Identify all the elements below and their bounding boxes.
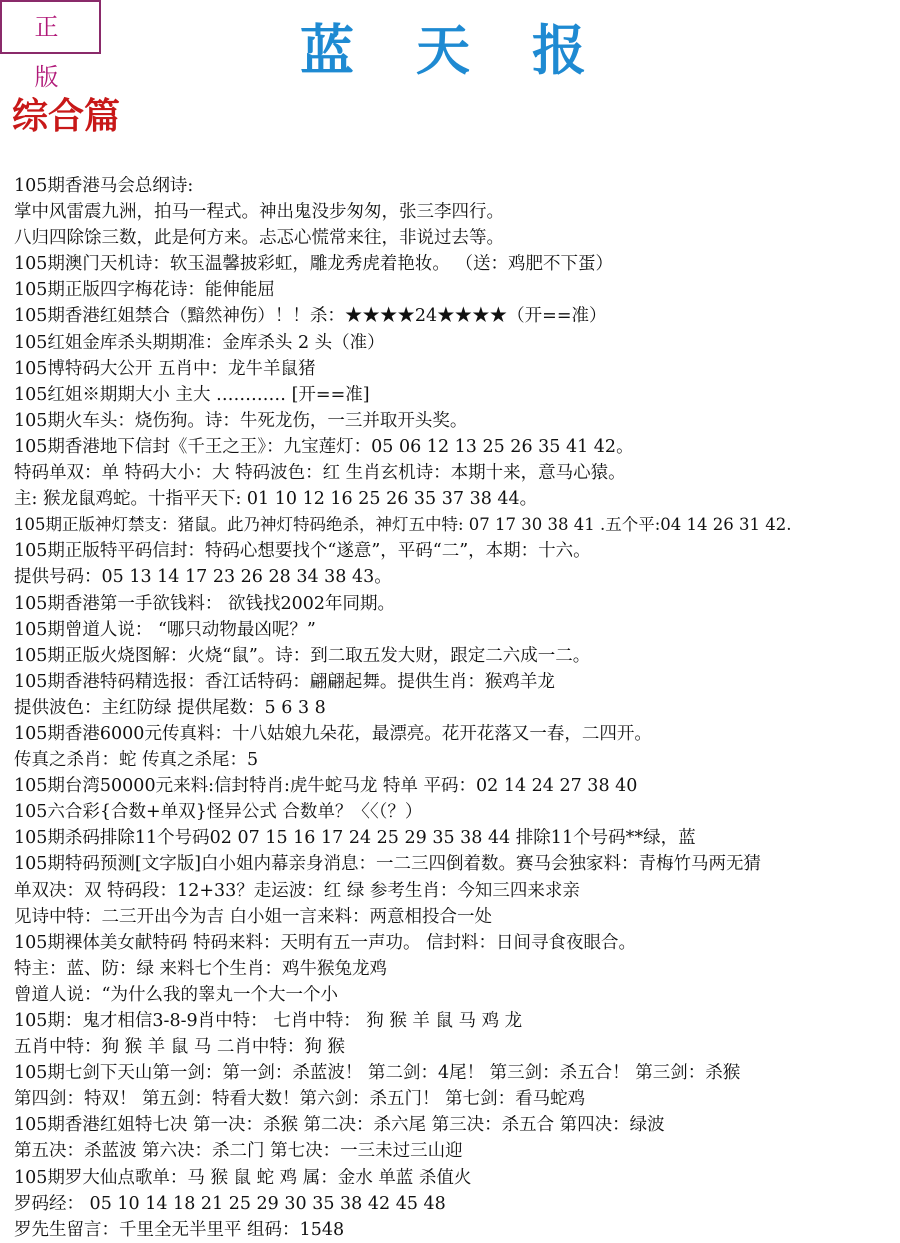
text-line: 105期香港特码精选报：香江话特码：翩翩起舞。提供生肖：猴鸡羊龙	[14, 671, 555, 692]
text-line: 105红姐※期期大小 主大 ………… [开==准]	[14, 384, 370, 405]
text-line: 105期火车头：烧伤狗。诗：牛死龙伤，一三并取开头奖。	[14, 410, 468, 431]
edition-badge: 正 版	[0, 0, 101, 54]
text-line: 105期正版四字梅花诗：能伸能屈	[14, 280, 275, 301]
text-line: 罗码经： 05 10 14 18 21 25 29 30 35 38 42 45 48	[14, 1193, 446, 1214]
text-line: 105期七剑下天山第一剑：第一剑：杀蓝波！ 第二剑：4尾！ 第三剑：杀五合！ 第三剑：杀猴	[14, 1063, 741, 1084]
text-line: 八归四除馀三数，此是何方来。忐忑心慌常来往，非说过去等。	[14, 228, 504, 249]
text-line: 105期曾道人说： “哪只动物最凶呢？”	[14, 619, 316, 640]
text-line: 105期香港地下信封《千王之王》：九宝莲灯：05 06 12 13 25 26 35 41 42。	[14, 436, 634, 457]
text-line: 105期香港马会总纲诗:	[14, 176, 194, 196]
text-line: 105期特码预测[文字版]白小姐内幕亲身消息：一二三四倒着数。赛马会独家料：青梅竹马两无猜	[14, 854, 762, 875]
text-line: 提供号码：05 13 14 17 23 26 28 34 38 43。	[14, 567, 392, 588]
text-line: 五肖中特：狗 猴 羊 鼠 马 二肖中特：狗 猴	[14, 1037, 345, 1058]
text-line: 传真之杀肖：蛇 传真之杀尾：5	[14, 750, 259, 771]
content-body	[14, 173, 896, 1243]
text-line: 掌中风雷震九洲，拍马一程式。神出鬼没步匆匆，张三李四行。	[14, 202, 504, 223]
text-line: 提供波色：主红防绿 提供尾数：5 6 3 8	[14, 697, 326, 718]
text-line: 主: 猴龙鼠鸡蛇。十指平天下: 01 10 12 16 25 26 35 37 38 44。	[14, 489, 538, 510]
text-line: 105期台湾50000元来料:信封特肖:虎牛蛇马龙 特单 平码：02 14 24 27 38 40	[14, 776, 638, 797]
text-line: 105博特码大公开 五肖中：龙牛羊鼠猪	[14, 358, 316, 379]
text-line: 罗先生留言：千里全无半里平 组码：1548	[14, 1219, 345, 1240]
text-line: 特码单双：单 特码大小：大 特码波色：红 生肖玄机诗：本期十来，意马心猿。	[14, 463, 626, 484]
text-line: 105期澳门天机诗：软玉温馨披彩虹，雕龙秀虎着艳妆。 （送：鸡肥不下蛋）	[14, 254, 613, 275]
text-line: 105期：鬼才相信3-8-9肖中特： 七肖中特： 狗 猴 羊 鼠 马 鸡 龙	[14, 1011, 523, 1031]
text-line: 105期裸体美女献特码 特码来料：天明有五一声功。 信封料：日间寻食夜眼合。	[14, 932, 637, 953]
text-line: 单双决：双 特码段：12+33？走运波：红 绿 参考生肖：今知三四来求亲	[14, 880, 580, 901]
text-line: 105期正版火烧图解：火烧“鼠”。诗：到二取五发大财，跟定二六成一二。	[14, 645, 591, 666]
text-line: 105期香港第一手欲钱料： 欲钱找2002年同期。	[14, 593, 395, 614]
text-line: 105期香港6000元传真料：十八姑娘九朵花，最漂亮。花开花落又一春，二四开。	[14, 723, 652, 744]
text-line: 105期香港红姐特七决 第一决：杀猴 第二决：杀六尾 第三决：杀五合 第四决：绿波	[14, 1115, 665, 1136]
text-line: 见诗中特：二三开出今为吉 白小姐一言来料：两意相投合一处	[14, 906, 493, 927]
text-line: 第四剑：特双！ 第五剑：特看大数！第六剑：杀五门！ 第七剑：看马蛇鸡	[14, 1089, 586, 1110]
text-line: 第五决：杀蓝波 第六决：杀二门 第七决：一三未过三山迎	[14, 1141, 463, 1162]
text-line: 曾道人说：“为什么我的睾丸一个大一个小	[14, 984, 338, 1005]
text-line: 105期正版神灯禁支：猪鼠。此乃神灯特码绝杀，神灯五中特: 07 17 30 38 41 .五个平:04 14 26 31 42.	[14, 515, 792, 535]
text-line: 105红姐金库杀头期期准：金库杀头 2 头（准）	[14, 332, 385, 353]
section-title: 综合篇	[12, 95, 121, 137]
text-line: 特主：蓝、防：绿 来料七个生肖：鸡牛猴兔龙鸡	[14, 958, 388, 979]
text-line: 105期正版特平码信封：特码心想要找个“遂意”，平码“二”，本期：十六。	[14, 541, 591, 562]
text-line: 105六合彩{合数+单双}怪异公式 合数单？〈〈（？）	[14, 802, 423, 823]
text-line: 105期香港红姐禁合（黯然神伤）！！杀：★★★★24★★★★（开==准）	[14, 306, 607, 327]
text-line: 105期杀码排除11个号码02 07 15 16 17 24 25 29 35 38 44 排除11个号码**绿，蓝	[14, 828, 696, 849]
newspaper-title: 蓝天报	[300, 18, 648, 82]
text-line: 105期罗大仙点歌单：马 猴 鼠 蛇 鸡 属：金水 单蓝 杀值火	[14, 1167, 472, 1188]
